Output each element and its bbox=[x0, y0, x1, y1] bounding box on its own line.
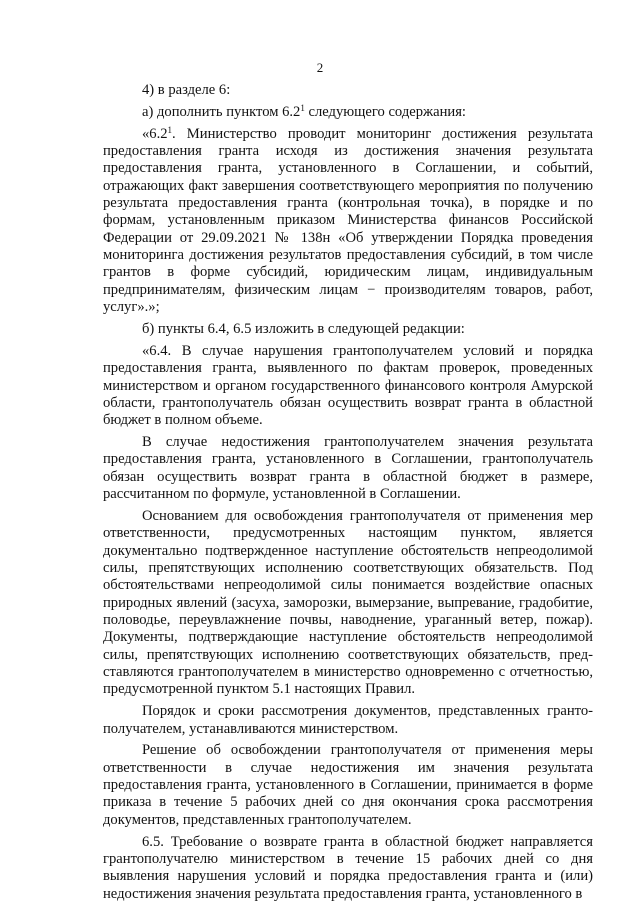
paragraph-text: 6.5. Требование о возврате гранта в областной бюджет направляется грантополучателю министерством в течение 15 рабочих дней со дня выявления нарушения условий и порядка предоставления гранта и (или) недостижения значения результата предоставления гранта, установленного в bbox=[103, 833, 593, 902]
page-number: 2 bbox=[316, 60, 324, 75]
paragraph-text: «6.2 bbox=[142, 125, 168, 142]
paragraph-text: Решение об освобождении грантополучателя от применения меры ответственности в случае недостижения им значения результата предоставления гранта, установленного в Соглашении, принимается в форме приказа в течение 5 рабочих дней со дня окончания срока рассмотрения документов, представленных грантополучателем. bbox=[103, 742, 593, 828]
paragraph-add-point bbox=[103, 104, 593, 121]
paragraph-text: Основанием для освобождения грантополучателя от применения мер ответственности, предусмотренных настоящим пунктом, является документально подтвержденное наступление обстоятельств непреодолимой силы, препятствующих исполнению соответствующих обязательств. Под обстоятельствами непреодолимой силы понимается воздействие опасных природных явлений (засуха, заморозки, вымерзание, выпревание, градобитие, половодье, переувлажнение почвы, наводнение, ураганный ветер, пожар). Документы, подтверждающие наступление обстоятельств непреодолимой силы, препятствующих исполнению соответствующих обязательств, пред-ставляются грантополучателем в министерство одновременно с отчетностью, предусмотренной пунктом 5.1 настоящих Правил. bbox=[103, 507, 593, 698]
paragraph-point-6-5 bbox=[103, 834, 593, 903]
paragraph-text: б) пункты 6.4, 6.5 изложить в следующей редакции: bbox=[142, 320, 465, 337]
paragraph-review-procedure bbox=[103, 703, 593, 738]
paragraph-text: 4) в разделе 6: bbox=[142, 82, 231, 98]
paragraph-point-6-2-1 bbox=[103, 126, 593, 317]
paragraph-point-6-4 bbox=[103, 343, 593, 430]
document-body bbox=[103, 82, 593, 903]
paragraph-text: Порядок и сроки рассмотрения документов, представленных гранто-получателем, устанавливаются министерством. bbox=[103, 703, 593, 737]
paragraph-text: В случае недостижения грантополучателем значения результата предоставления гранта, установленного в Соглашении, грантополучатель обязан осуществить возврат гранта в областной бюджет в размере, рассчитанном по формуле, установленной в Соглашении. bbox=[103, 434, 593, 503]
paragraph-release-decision bbox=[103, 742, 593, 829]
superscript: 1 bbox=[167, 124, 173, 135]
paragraph-section-6 bbox=[103, 82, 593, 99]
paragraph-points-6-4-6-5 bbox=[103, 321, 593, 338]
paragraph-text-tail: следующего содержания: bbox=[304, 103, 466, 120]
paragraph-text-tail: . Министерство проводит мониторинг достижения результата предоставления гранта исходя из достижения значения результата предоставления гранта, установленного в Соглашении, и событий, отражающих факт завершения соответствующего мероприятия по получению результата предоставления гранта (контрольная точка), в порядке и по формам, установленным приказом Министерства финансов Российской Федерации от 29.09.2021 № 138н «Об утверждении Порядка проведения мониторинга достижения результатов предоставления субсидий, в том числе грантов в форме субсидий, юридическим лицам, индивидуальным предпринимателям, физическим лицам − производителям товаров, работ, услуг».»; bbox=[103, 125, 593, 316]
paragraph-text: а) дополнить пунктом 6.2 bbox=[142, 103, 301, 120]
superscript: 1 bbox=[300, 102, 305, 113]
paragraph-text: «6.4. В случае нарушения грантополучателем условий и порядка предоставления гранта, выявленного по фактам проверок, проведенных министерством и органом государственного финансового контроля Амурской области, грантополучатель обязан осуществить возврат гранта в областной бюджет в полном объеме. bbox=[103, 342, 593, 429]
paragraph-force-majeure bbox=[103, 508, 593, 699]
paragraph-non-achievement bbox=[103, 434, 593, 503]
